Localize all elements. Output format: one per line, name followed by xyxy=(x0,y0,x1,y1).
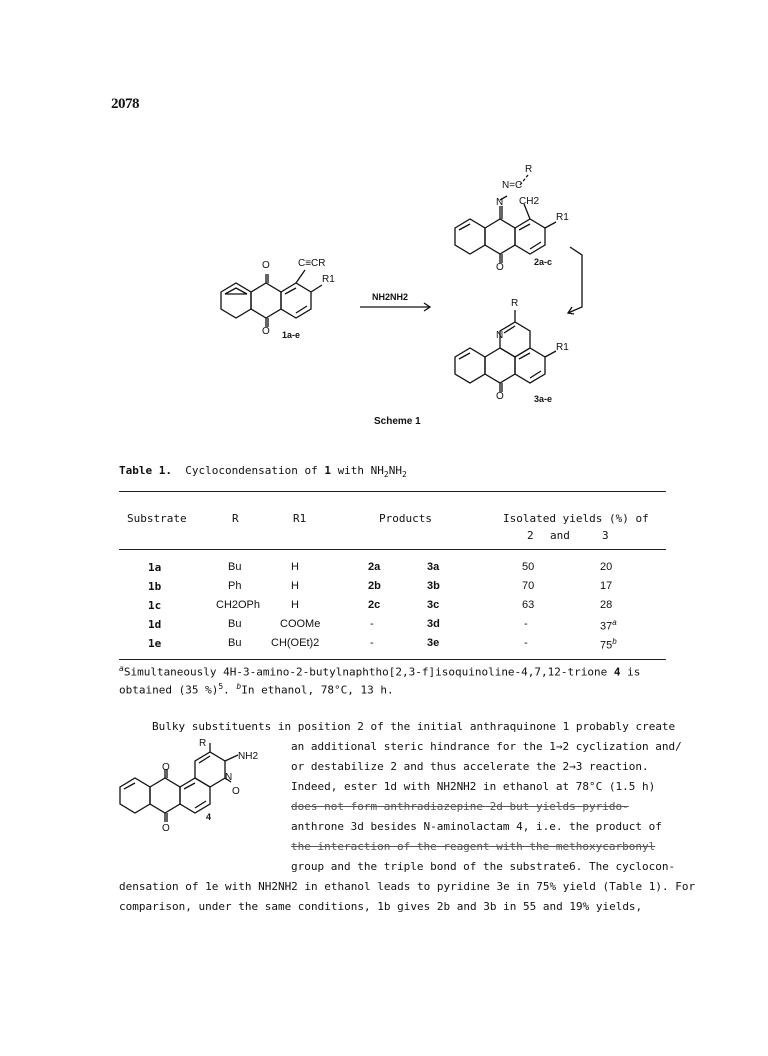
s4-n: N xyxy=(225,772,233,783)
cell-yield-2: - xyxy=(524,637,528,649)
cell-r: Ph xyxy=(228,580,242,592)
cell-r1: H xyxy=(291,580,299,592)
cell-yield-3 xyxy=(600,618,617,633)
s4-oxygen-lactam: O xyxy=(232,786,240,797)
table-bottom-rule xyxy=(119,659,666,660)
footnote-a-text: Simultaneously 4H-3-amino-2-butylnaphtho[2,3-f]isoquinoline-4,7,12-trione xyxy=(123,665,608,679)
conversion-arrow xyxy=(568,247,582,313)
header-col3: 3 xyxy=(602,529,609,542)
paragraph-line-7: the interaction of the reagent with the methoxycarbonyl xyxy=(291,840,656,853)
reactant-label: 1a-e xyxy=(282,330,301,340)
cell-r1: H xyxy=(291,561,299,573)
yield-footnote-mark: b xyxy=(612,637,617,646)
footnote-b: obtained (35 %)$^5$. $^b$In ethanol, 78°C, 13 h. xyxy=(119,682,394,697)
cell-r1: COOMe xyxy=(280,618,321,630)
header-substrate: Substrate xyxy=(127,512,187,525)
s4-nh2: NH2 xyxy=(238,751,259,762)
header-yields: Isolated yields (%) of xyxy=(503,512,649,525)
footnote-a xyxy=(119,664,640,679)
s2-r: R xyxy=(525,164,533,175)
yield-footnote-mark: a xyxy=(612,618,617,627)
cell-yield-3: 28 xyxy=(600,599,613,611)
s2-oxygen: O xyxy=(496,262,504,273)
s3-oxygen: O xyxy=(496,391,504,402)
table-label: Table 1. xyxy=(119,464,172,477)
cell-r: CH2OPh xyxy=(216,599,261,611)
table-caption xyxy=(119,464,407,479)
cell-substrate: 1c xyxy=(148,599,162,612)
s1-r1: R1 xyxy=(322,274,335,285)
header-r: R xyxy=(232,512,239,525)
reagent-label: NH2NH2 xyxy=(372,292,409,302)
cell-product-2: 2a xyxy=(368,561,381,573)
cell-substrate: 1e xyxy=(148,637,162,650)
cell-r: Bu xyxy=(228,637,242,649)
table-top-rule xyxy=(119,491,666,492)
cell-yield-3: 17 xyxy=(600,580,613,592)
cell-substrate: 1b xyxy=(148,580,162,593)
structure-1a-e xyxy=(221,270,322,327)
cell-r: Bu xyxy=(228,561,242,573)
table-title-pre: Cyclocondensation of xyxy=(185,464,318,477)
cell-product-3: 3d xyxy=(427,618,440,630)
cell-substrate: 1a xyxy=(148,561,162,574)
header-and: and xyxy=(550,529,570,542)
cell-yield-2: 63 xyxy=(522,599,535,611)
table-title-num: 1 xyxy=(324,464,331,477)
table-title-mid: NH xyxy=(388,464,402,477)
scheme-1-drawing xyxy=(0,0,768,440)
cell-product-3: 3b xyxy=(427,580,440,592)
cell-yield-3 xyxy=(600,637,617,652)
cell-r1: CH(OEt)2 xyxy=(271,637,320,649)
s1-alkyne: C≡CR xyxy=(298,258,326,269)
s1-oxygen-bottom: O xyxy=(262,326,270,337)
cell-product-3: 3a xyxy=(427,561,440,573)
header-r1: R1 xyxy=(293,512,307,525)
paragraph-line-8: group and the triple bond of the substrate6. The cyclocon- xyxy=(291,860,676,873)
s4-oxygen-bottom: O xyxy=(162,823,170,834)
s2-n: N xyxy=(496,197,504,208)
table-title-post: with NH xyxy=(337,464,384,477)
footnote-b-mark: b xyxy=(236,682,242,691)
cell-yield-2: 50 xyxy=(522,561,535,573)
footnote-a-compound: 4 xyxy=(613,665,621,679)
paragraph-line-1: Bulky substituents in position 2 of the initial anthraquinone 1 probably create xyxy=(152,720,676,733)
scheme-caption: Scheme 1 xyxy=(374,416,421,427)
page-number: 2078 xyxy=(111,96,139,112)
table-title-sub1: 2 xyxy=(383,470,389,480)
cell-product-3: 3c xyxy=(427,599,440,611)
footnote-a-end: is xyxy=(627,665,641,679)
cell-product-2: 2b xyxy=(368,580,381,592)
s4-oxygen-top: O xyxy=(162,762,170,773)
footnote-b-lead: obtained (35 %) xyxy=(119,683,219,697)
structure-4-drawing xyxy=(110,735,280,835)
cell-product-3: 3e xyxy=(427,637,440,649)
structure-3a-e xyxy=(455,310,556,392)
paragraph-line-3: or destabilize 2 and thus accelerate the 2→3 reaction. xyxy=(291,760,649,773)
s4-r: R xyxy=(199,738,207,749)
s4-label: 4 xyxy=(206,812,212,822)
yield-value: 75 xyxy=(600,639,613,652)
cell-r: Bu xyxy=(228,618,242,630)
s1-oxygen-top: O xyxy=(262,260,270,271)
s2-r1: R1 xyxy=(556,212,569,223)
cell-substrate: 1d xyxy=(148,618,162,631)
s2-ch2: CH2 xyxy=(519,196,540,207)
cell-yield-2: - xyxy=(524,618,528,630)
cell-yield-3: 20 xyxy=(600,561,613,573)
s3-r1: R1 xyxy=(556,342,569,353)
paragraph-line-2: an additional steric hindrance for the 1→2 cyclization and/ xyxy=(291,740,682,753)
yield-value: 37 xyxy=(600,620,613,633)
cell-product-2: 2c xyxy=(368,599,381,611)
cell-r1: H xyxy=(291,599,299,611)
paragraph-line-5: does not form anthradiazepine 2d but yields pyrido- xyxy=(291,800,629,813)
header-col2: 2 xyxy=(527,529,534,542)
table-title-sub2: 2 xyxy=(402,470,407,480)
footnote-b-text: In ethanol, 78°C, 13 h. xyxy=(241,683,394,697)
footnote-a-mark: a xyxy=(119,664,124,673)
cell-product-2: - xyxy=(370,637,374,649)
paragraph-line-6: anthrone 3d besides N-aminolactam 4, i.e. the product of xyxy=(291,820,662,833)
paragraph-line-9: densation of 1e with NH2NH2 in ethanol leads to pyridine 3e in 75% yield (Table 1). For xyxy=(119,880,696,893)
paragraph-line-4: Indeed, ester 1d with NH2NH2 in ethanol at 78°C (1.5 h) xyxy=(291,780,656,793)
paragraph-line-10: comparison, under the same conditions, 1b gives 2b and 3b in 55 and 19% yields, xyxy=(119,900,643,913)
s2-nc: N=C xyxy=(502,180,523,191)
header-products: Products xyxy=(379,512,432,525)
footnote-b-ref: 5 xyxy=(218,682,224,691)
s3-n: N xyxy=(496,330,504,341)
table-header-rule xyxy=(119,549,666,550)
product-label: 3a-e xyxy=(534,394,553,404)
s3-r: R xyxy=(511,298,519,309)
cell-yield-2: 70 xyxy=(522,580,535,592)
cell-product-2: - xyxy=(370,618,374,630)
intermediate-label: 2a-c xyxy=(534,257,553,267)
